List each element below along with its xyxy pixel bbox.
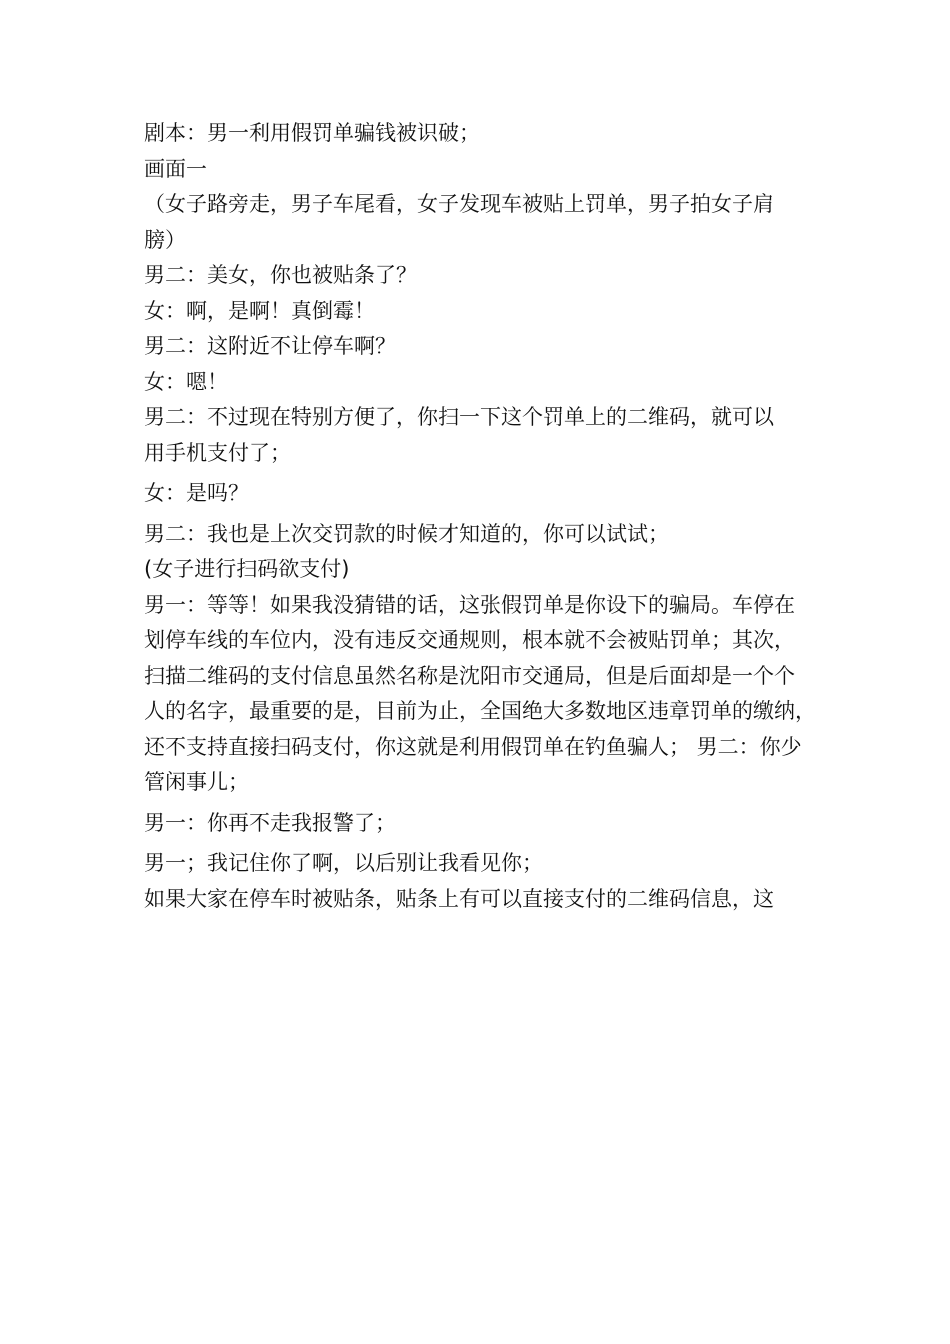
- text-line: 剧本：男一利用假罚单骗钱被识破；: [144, 121, 480, 145]
- text-line: 女：嗯！: [144, 369, 228, 394]
- document-body: [144, 116, 824, 917]
- text-line: 男二：不过现在特别方便了，你扫一下这个罚单上的二维码，就可以: [144, 405, 774, 429]
- dialogue-line: [144, 517, 824, 553]
- dialogue-line: [144, 329, 824, 365]
- dialogue-line: [144, 806, 824, 842]
- text-line: 男二：这附近不让停车啊？: [144, 334, 396, 358]
- dialogue-line: [144, 846, 824, 882]
- narration-line: [144, 882, 824, 918]
- text-line: （女子路旁走，男子车尾看，女子发现车被贴上罚单，男子拍女子肩: [144, 192, 774, 216]
- script-title: [144, 116, 824, 152]
- text-line: 女：是吗？: [144, 481, 249, 505]
- scene-heading: [144, 152, 824, 188]
- dialogue-line: [144, 365, 824, 401]
- dialogue-line: [144, 476, 824, 512]
- stage-direction: [144, 187, 824, 258]
- text-line: 人的名字，最重要的是，目前为止，全国绝大多数地区违章罚单的缴纳，: [144, 699, 816, 723]
- text-line: 女：啊，是啊！真倒霉！: [144, 298, 375, 323]
- text-line: 用手机支付了；: [144, 440, 291, 465]
- text-line: 膀）: [144, 227, 186, 252]
- dialogue-line: [144, 258, 824, 294]
- text-line: 男二：美女，你也被贴条了？: [144, 263, 417, 287]
- text-line: 划停车线的车位内，没有违反交通规则，根本就不会被贴罚单；其次，: [144, 628, 795, 652]
- stage-direction: [144, 552, 824, 588]
- text-line: 男二：我也是上次交罚款的时候才知道的，你可以试试；: [144, 521, 669, 546]
- text-line: 男一：等等！如果我没猜错的话，这张假罚单是你设下的骗局。车停在: [144, 592, 795, 617]
- text-line: (女子进行扫码欲支付): [144, 557, 350, 581]
- text-line: 画面一: [144, 156, 207, 181]
- dialogue-line: [144, 400, 824, 471]
- text-line: 扫描二维码的支付信息虽然名称是沈阳市交通局，但是后面却是一个个: [144, 663, 795, 688]
- text-line: 管闲事儿；: [144, 770, 249, 794]
- text-line: 如果大家在停车时被贴条，贴条上有可以直接支付的二维码信息，这: [144, 886, 774, 911]
- text-line: 男一：你再不走我报警了；: [144, 810, 396, 835]
- dialogue-line: [144, 588, 824, 801]
- dialogue-line: [144, 294, 824, 330]
- text-line: 男一；我记住你了啊，以后别让我看见你；: [144, 851, 543, 875]
- text-line: 还不支持直接扫码支付，你这就是利用假罚单在钓鱼骗人； 男二：你少: [144, 734, 802, 759]
